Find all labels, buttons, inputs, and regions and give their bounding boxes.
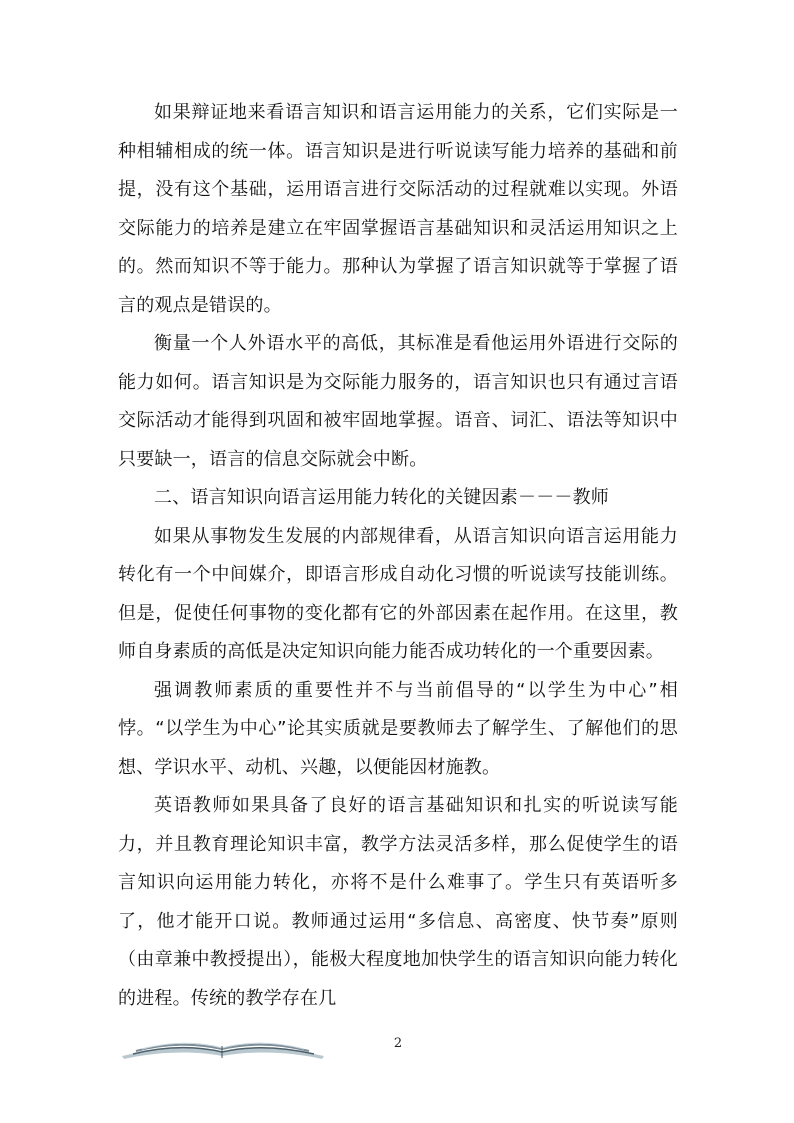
- open-book-icon: [118, 1036, 328, 1062]
- paragraph: 强调教师素质的重要性并不与当前倡导的“以学生为中心”相悖。“以学生为中心”论其实质就是要教师去了解学生、了解他们的思想、学识水平、动机、兴趣，以便能因材施教。: [118, 679, 678, 778]
- paragraph: 英语教师如果具备了良好的语言基础知识和扎实的听说读写能力，并且教育理论知识丰富，教学方法灵活多样，那么促使学生的语言知识向运用能力转化，亦将不是什么难事了。学生只有英语听多了，他才能开口说。教师通过运用“多信息、高密度、快节奏”原则（由章兼中教授提出），能极大程度地加快学生的语言知识向能力转化的进程。传统的教学存在几: [118, 795, 678, 1009]
- paragraph: 如果从事物发生发展的内部规律看，从语言知识向语言运用能力转化有一个中间媒介，即语言形成自动化习惯的听说读写技能训练。但是，促使任何事物的变化都有它的外部因素在起作用。在这里，教师自身素质的高低是决定知识向能力能否成功转化的一个重要因素。: [118, 525, 678, 662]
- page-number: 2: [393, 1036, 403, 1051]
- paragraph: 如果辩证地来看语言知识和语言运用能力的关系，它们实际是一种相辅相成的统一体。语言知识是进行听说读写能力培养的基础和前提，没有这个基础，运用语言进行交际活动的过程就难以实现。外语交际能力的培养是建立在牢固掌握语言基础知识和灵活运用知识之上的。然而知识不等于能力。那种认为掌握了语言知识就等于掌握了语言的观点是错误的。: [118, 102, 678, 316]
- paragraph: 衡量一个人外语水平的高低，其标准是看他运用外语进行交际的能力如何。语言知识是为交际能力服务的，语言知识也只有通过言语交际活动才能得到巩固和被牢固地掌握。语音、词汇、语法等知识中只要缺一，语言的信息交际就会中断。: [118, 333, 678, 470]
- section-heading: 二、语言知识向语言运用能力转化的关键因素－－－教师: [154, 487, 609, 508]
- body-text: [118, 94, 678, 1018]
